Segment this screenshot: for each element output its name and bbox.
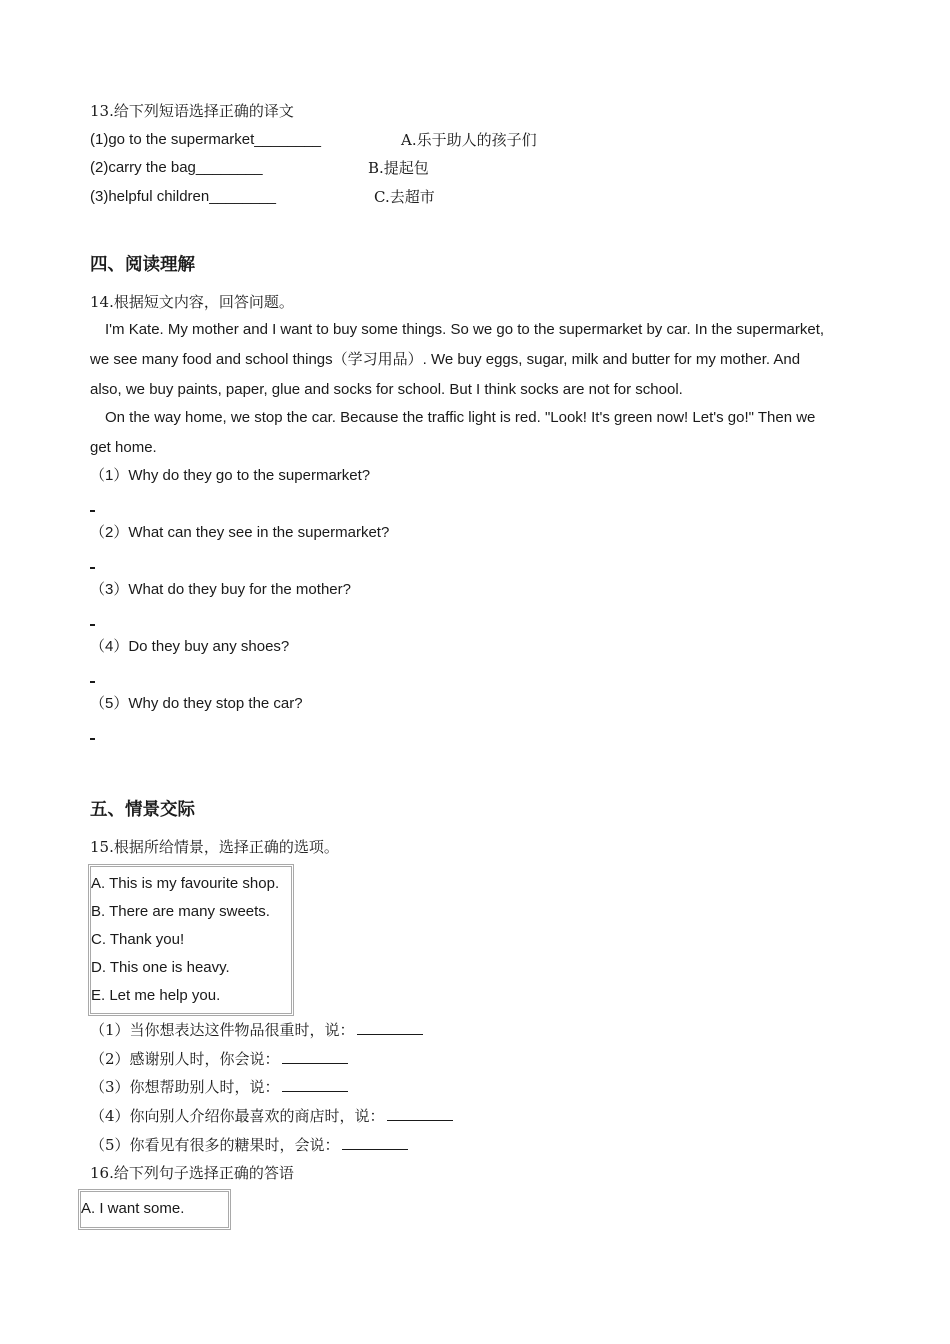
blank-5 (342, 1137, 408, 1150)
q15-question-1: （1）当你想表达这件物品很重时，说： (90, 1021, 423, 1039)
q13-item-2: (2)carry the bag________ (90, 159, 263, 176)
q16-title: 16.给下列句子选择正确的答语 (90, 1164, 294, 1182)
q13-item-1: (1)go to the supermarket________ (90, 131, 321, 148)
passage-line-1: I'm Kate. My mother and I want to buy some things. So we go to the supermarket by car. In the supermarket, (105, 321, 825, 338)
q14-question-2: （2）What can they see in the supermarket? (90, 524, 390, 541)
q15-option-a: A. This is my favourite shop. (91, 875, 280, 892)
q15-option-d: D. This one is heavy. (91, 959, 230, 976)
q15-option-e: E. Let me help you. (91, 987, 221, 1004)
section-heading-reading: 四、阅读理解 (90, 255, 195, 275)
q15-options-box (88, 864, 294, 1016)
answer-line-4 (90, 681, 95, 683)
passage-line-4: On the way home, we stop the car. Because the traffic light is red. "Look! It's green now! Let's go!" Then we (105, 409, 816, 426)
q15-question-5: （5）你看见有很多的糖果时，会说： (90, 1136, 408, 1154)
q13-title: 13.给下列短语选择正确的译文 (90, 102, 294, 120)
q16-options-box (78, 1189, 231, 1230)
q13-option-b: B.提起包 (368, 159, 429, 177)
answer-line-3 (90, 624, 95, 626)
blank-3 (282, 1079, 348, 1092)
blank-2 (282, 1051, 348, 1064)
q15-question-2: （2）感谢别人时，你会说： (90, 1050, 348, 1068)
answer-line-1 (90, 510, 95, 512)
q15-option-c: C. Thank you! (91, 931, 185, 948)
q15-title: 15.根据所给情景，选择正确的选项。 (90, 838, 339, 856)
q14-title: 14.根据短文内容，回答问题。 (90, 293, 294, 311)
passage-line-2: we see many food and school things（学习用品）. We buy eggs, sugar, milk and butter for my mother. And (90, 351, 801, 368)
q15-question-3: （3）你想帮助别人时，说： (90, 1078, 348, 1096)
q16-option-a: A. I want some. (81, 1200, 185, 1217)
passage-line-3: also, we buy paints, paper, glue and socks for school. But I think socks are not for school. (90, 381, 683, 398)
passage-line-5: get home. (90, 439, 157, 456)
q14-question-1: （1）Why do they go to the supermarket? (90, 467, 371, 484)
q13-item-3: (3)helpful children________ (90, 188, 276, 205)
q13-option-a: A.乐于助人的孩子们 (401, 131, 537, 149)
answer-line-5 (90, 738, 95, 740)
q15-question-4: （4）你向别人介绍你最喜欢的商店时，说： (90, 1107, 453, 1125)
answer-line-2 (90, 567, 95, 569)
blank-1 (357, 1022, 423, 1035)
section-heading-situational: 五、情景交际 (90, 800, 195, 820)
blank-4 (387, 1108, 453, 1121)
q14-question-5: （5）Why do they stop the car? (90, 695, 303, 712)
q14-question-3: （3）What do they buy for the mother? (90, 581, 351, 598)
q14-question-4: （4）Do they buy any shoes? (90, 638, 290, 655)
q15-option-b: B. There are many sweets. (91, 903, 270, 920)
q13-option-c: C.去超市 (374, 188, 435, 206)
